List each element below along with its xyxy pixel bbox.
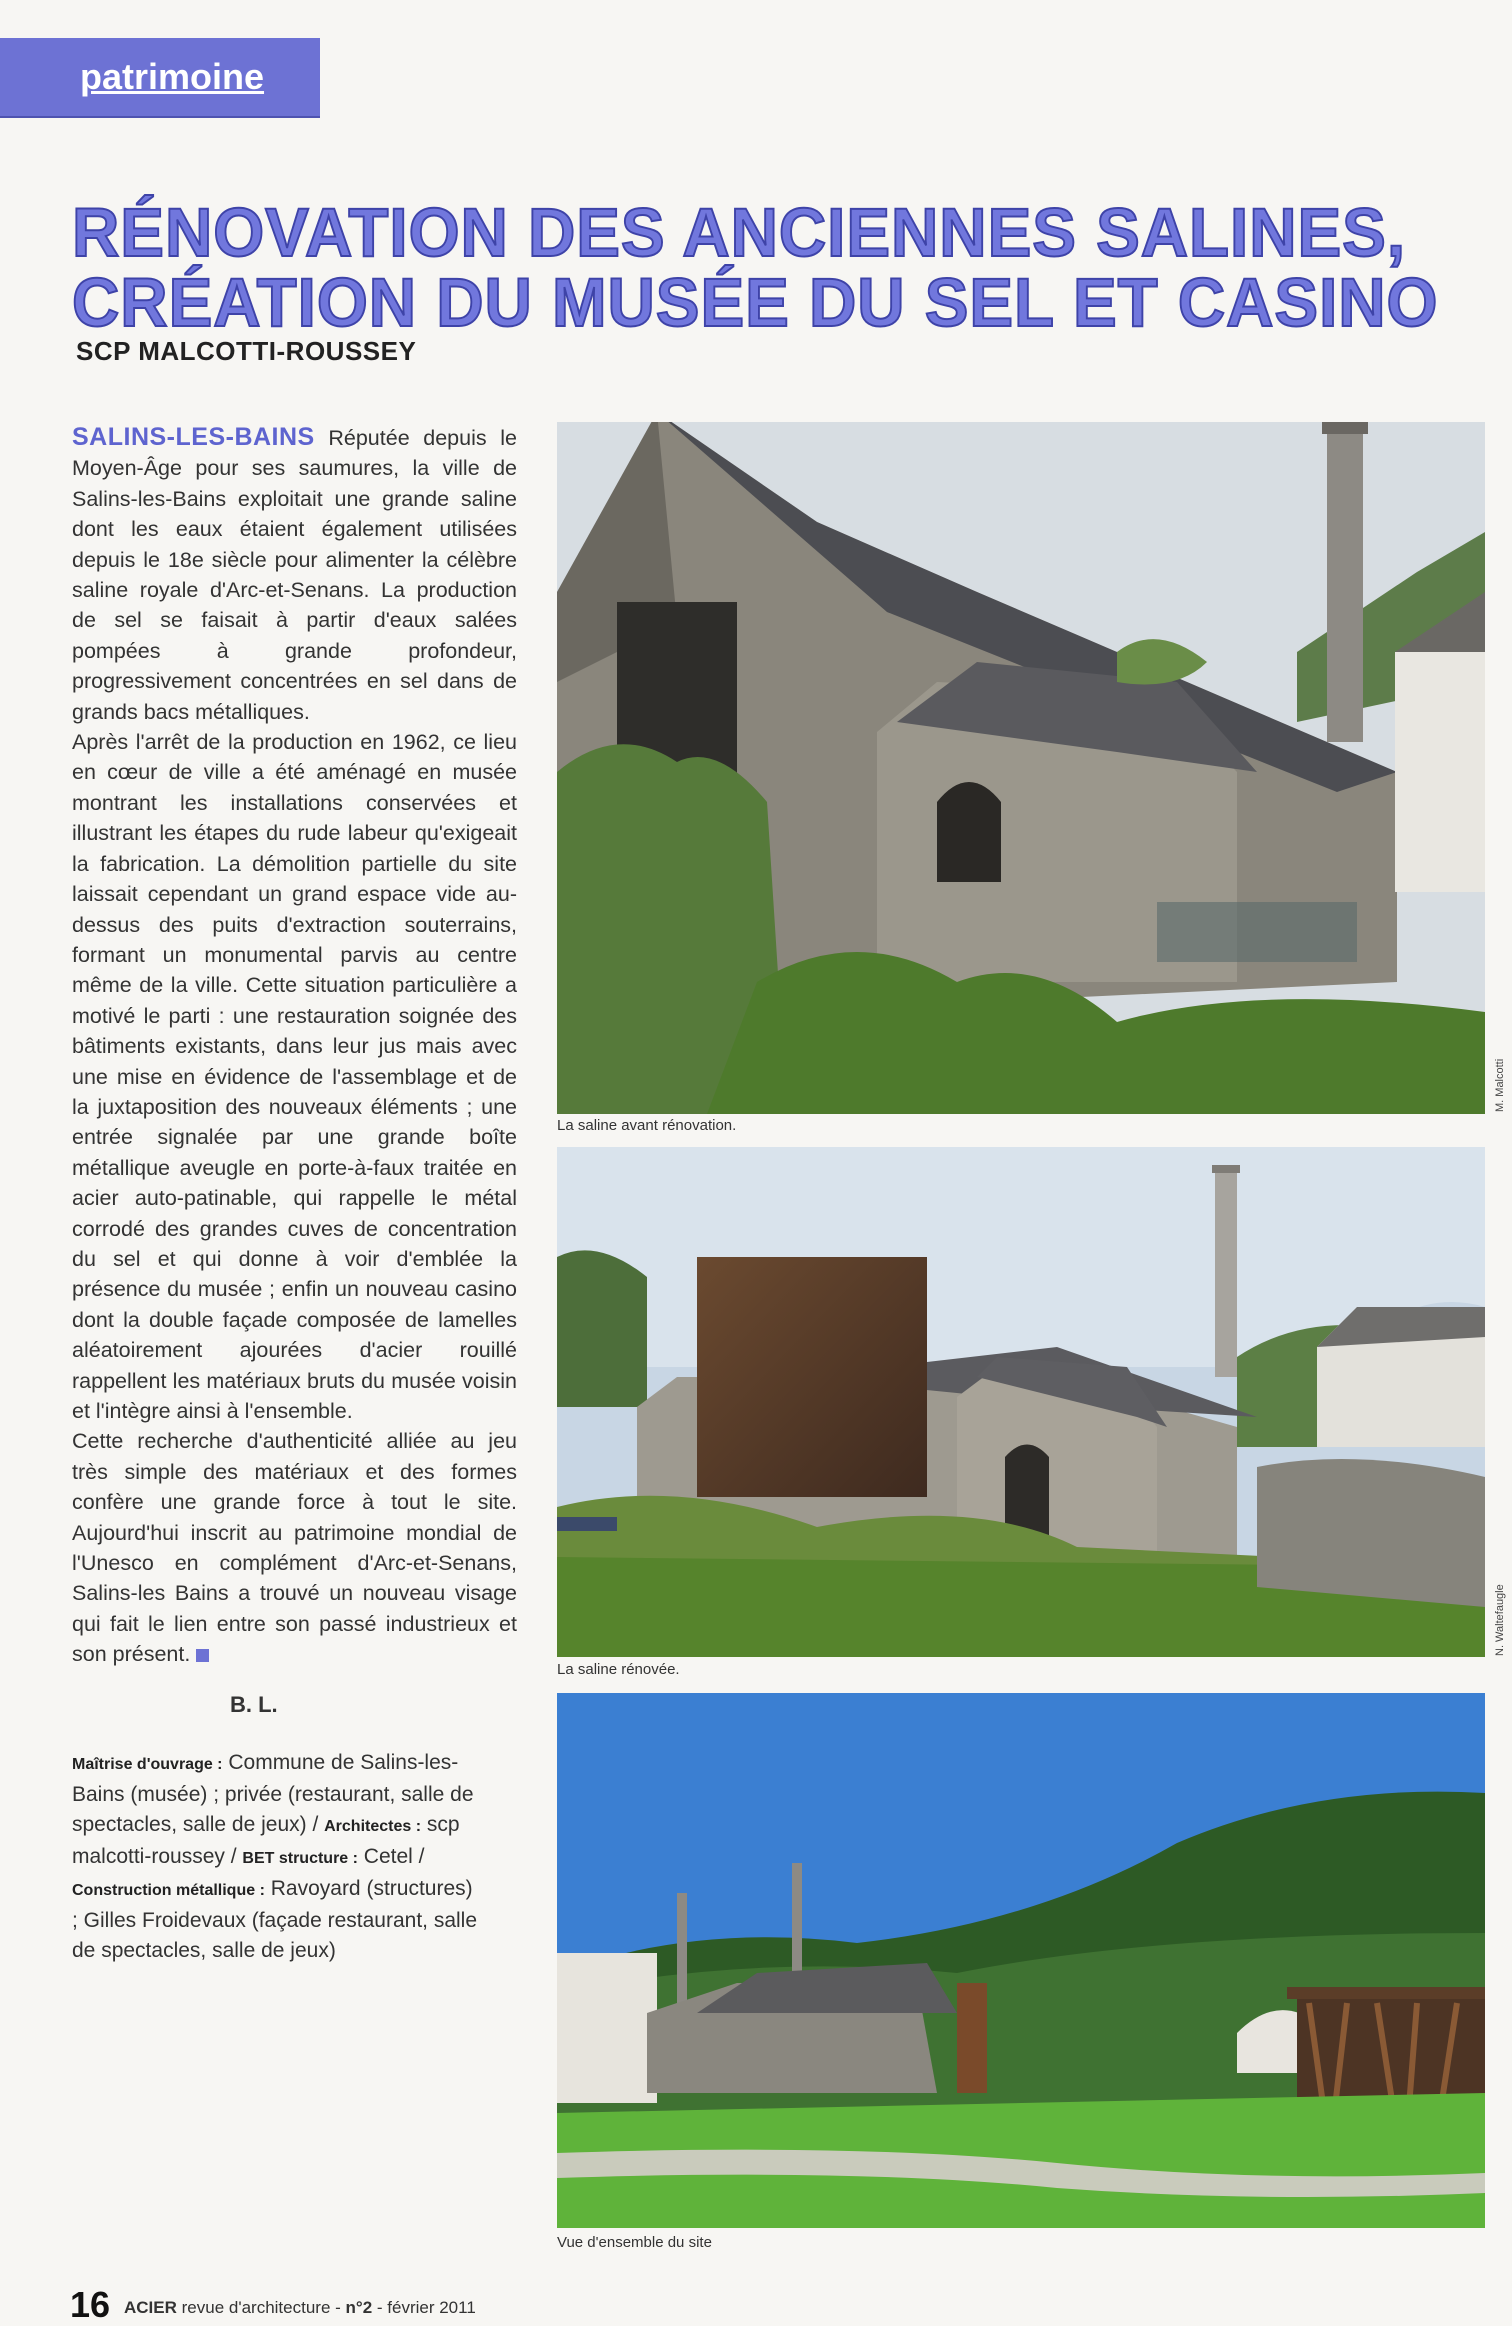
- section-rubric: [0, 38, 320, 118]
- credit-key-owner: Maîtrise d'ouvrage :: [72, 1756, 223, 1773]
- magazine-subtitle: revue d'architecture -: [176, 2298, 346, 2317]
- photo-site-overview: [557, 1693, 1485, 2228]
- title-line-2: CRÉATION DU MUSÉE DU SEL ET CASINO: [72, 264, 1439, 341]
- footer-magazine-line: [124, 2298, 476, 2318]
- caption-before: La saline avant rénovation.: [557, 1117, 737, 1134]
- article-body: [72, 422, 517, 1670]
- credit-value-metal: Ravoyard (structures) ; Gilles Froidevaux (façade restaurant, salle de spectacles, salle de jeux): [72, 1877, 478, 1962]
- credit-before: M. Malcotti: [1494, 1058, 1506, 1112]
- paragraph-3: [72, 1426, 517, 1669]
- photo-saline-after: [557, 1147, 1485, 1657]
- photo-saline-before: [557, 422, 1485, 1114]
- lead-location: SALINS-LES-BAINS: [72, 423, 315, 451]
- credit-after: N. Waltefaugle: [1494, 1584, 1506, 1656]
- end-mark-icon: [196, 1649, 209, 1662]
- photo-site-overview-image: [557, 1693, 1485, 2228]
- caption-overview: Vue d'ensemble du site: [557, 2234, 712, 2251]
- paragraph-1-text: Réputée depuis le Moyen-Âge pour ses saumures, la ville de Salins-les-Bains exploitait une grande saline dont les eaux étaient également utilisées depuis le 18e siècle pour alimenter la célèbre saline royale d'Arc-et-Senans. La production de sel se faisait à partir d'eaux salées pompées à grande profondeur, progressivement concentrées en sel dans de grands bacs métalliques.: [72, 426, 517, 724]
- article-signature: B. L.: [230, 1692, 278, 1717]
- credit-value-structure: Cetel /: [357, 1845, 425, 1868]
- issue-number: n°2: [345, 2298, 373, 2317]
- credit-key-metal: Construction métallique :: [72, 1882, 265, 1899]
- rubric-label: patrimoine: [80, 56, 265, 97]
- article-author: SCP MALCOTTI-ROUSSEY: [76, 336, 417, 366]
- credit-key-architects: Architectes :: [324, 1818, 422, 1835]
- magazine-name: ACIER: [124, 2298, 177, 2317]
- issue-date: - février 2011: [372, 2298, 476, 2317]
- credit-value-architects: scp malcotti-roussey /: [72, 1813, 460, 1868]
- title-line-1: RÉNOVATION DES ANCIENNES SALINES,: [72, 194, 1407, 271]
- photo-saline-after-image: [557, 1147, 1485, 1657]
- caption-after: La saline rénovée.: [557, 1661, 680, 1678]
- page-number: 16: [70, 2284, 111, 2325]
- credit-value-owner: Commune de Salins-les-Bains (musée) ; privée (restaurant, salle de spectacles, salle de jeux) /: [72, 1751, 474, 1836]
- paragraph-3-text: Cette recherche d'authenticité alliée au jeu très simple des matériaux et des formes confère une grande force à tout le site. Aujourd'hui inscrit au patrimoine mondial de l'Unesco en complément d'Arc-et-Senans, Salins-les Bains a trouvé un nouveau visage qui fait le lien entre son passé industrieux et son présent.: [72, 1429, 517, 1667]
- photo-saline-before-image: [557, 422, 1485, 1114]
- paragraph-1: [72, 422, 517, 727]
- project-credits: [72, 1748, 482, 1966]
- paragraph-2: Après l'arrêt de la production en 1962, ce lieu en cœur de ville a été aménagé en musée montrant les installations conservées et illustrant les étapes du rude labeur qu'exigeait la fabrication. La démolition partielle du site laissait cependant un grand espace vide au-dessus des puits d'extraction souterrains, formant un monumental parvis au centre même de la ville. Cette situation particulière a motivé le parti : une restauration soignée des bâtiments existants, dans leur jus mais avec une mise en évidence de l'assemblage et de la juxtaposition des nouveaux éléments ; une entrée signalée par une grande boîte métallique aveugle en porte-à-faux traitée en acier auto-patinable, qui rappelle le métal corrodé des grandes cuves de concentration du sel et qui donne à voir d'emblée la présence du musée ; enfin un nouveau casino dont la double façade composée de lamelles aléatoirement ajourées d'acier rouillé rappellent les matériaux bruts du musée voisin et l'intègre ainsi à l'ensemble.: [72, 730, 517, 1423]
- credit-key-structure: BET structure :: [242, 1850, 358, 1867]
- article-title: [72, 194, 1439, 341]
